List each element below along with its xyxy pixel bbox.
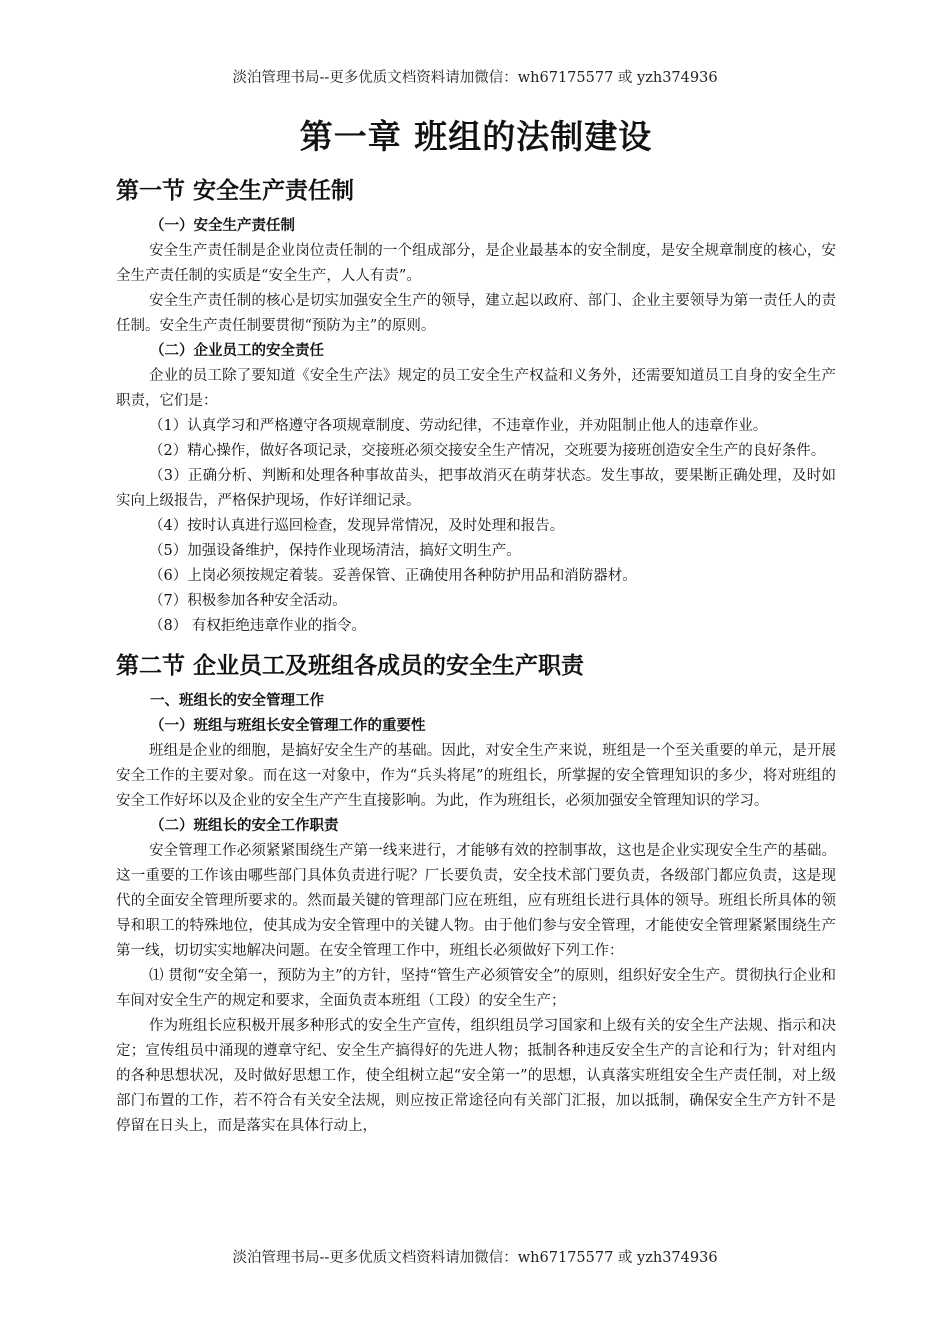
section2-sub1-title: （一）班组与班组长安全管理工作的重要性 xyxy=(150,718,426,734)
section2-duty-1-para: 作为班组长应积极开展多种形式的安全生产宣传，组织组员学习国家和上级有关的安全生产法规、指示和决定；宣传组员中涌现的遵章守纪、安全生产搞得好的先进人物；抵制各种违反安全生产的言论和行为；针对组内的各种思想状况，及时做好思想工作，使全组树立起“安全第一”的思想，认真落实班组安全生产责任制，对上级部门布置的工作，若不符合有关安全法规，则应按正常途径向有关部门汇报，加以抵制，确保安全生产方针不是停留在日头上，而是落实在具体行动上， xyxy=(116,1018,836,1134)
section1-sub1-title: （一）安全生产责任制 xyxy=(150,218,295,234)
duty-item-3: （3）正确分析、判断和处理各种事故苗头，把事故消灭在萌芽状态。发生事故，要果断正确处理，及时如实向上级报告，严格保护现场，作好详细记录。 xyxy=(116,468,836,509)
section2-sub1-para: 班组是企业的细胞，是搞好安全生产的基础。因此，对安全生产来说，班组是一个至关重要的单元，是开展安全工作的主要对象。而在这一对象中，作为“兵头将尾”的班组长，所掌握的安全管理知识的多少，将对班组的安全工作好坏以及企业的安全生产产生直接影响。为此，作为班组长，必须加强安全管理知识的学习。 xyxy=(116,743,836,809)
section2-part1-title: 一、班组长的安全管理工作 xyxy=(150,693,324,709)
section1-sub2-intro: 企业的员工除了要知道《安全生产法》规定的员工安全生产权益和义务外，还需要知道员工自身的安全生产职责，它们是： xyxy=(116,368,836,409)
section2-duty-1: ⑴ 贯彻“安全第一，预防为主”的方针，坚持“管生产必须管安全”的原则，组织好安全生产。贯彻执行企业和车间对安全生产的规定和要求，全面负责本班组（工段）的安全生产； xyxy=(116,968,836,1009)
duty-item-1: （1）认真学习和严格遵守各项规章制度、劳动纪律，不违章作业，并劝阻制止他人的违章作业。 xyxy=(149,418,768,434)
duty-item-5: （5）加强设备维护，保持作业现场清洁，搞好文明生产。 xyxy=(149,543,521,559)
section1-title: 第一节 安全生产责任制 xyxy=(116,178,355,204)
section1-sub1-para-1: 安全生产责任制是企业岗位责任制的一个组成部分，是企业最基本的安全制度，是安全规章制度的核心，安全生产责任制的实质是“安全生产，人人有责”。 xyxy=(116,243,836,284)
duty-item-6: （6）上岗必须按规定着装。妥善保管、正确使用各种防护用品和消防器材。 xyxy=(149,568,637,584)
duty-item-4: （4）按时认真进行巡回检查，发现异常情况，及时处理和报告。 xyxy=(149,518,565,534)
chapter-title: 第一章 班组的法制建设 xyxy=(299,117,653,156)
document-body xyxy=(116,112,836,1139)
duty-item-8: （8） 有权拒绝违章作业的指令。 xyxy=(149,618,366,634)
page-footer: 淡泊管理书局--更多优质文档资料请加微信：wh67175577 或 yzh374936 xyxy=(232,1250,718,1266)
page-header: 淡泊管理书局--更多优质文档资料请加微信：wh67175577 或 yzh374936 xyxy=(232,70,718,86)
section2-sub2-title: （二）班组长的安全工作职责 xyxy=(150,818,339,834)
duty-item-2: （2）精心操作，做好各项记录，交接班必须交接安全生产情况，交班要为接班创造安全生产的良好条件。 xyxy=(149,443,826,459)
section1-sub1-para-2: 安全生产责任制的核心是切实加强安全生产的领导，建立起以政府、部门、企业主要领导为第一责任人的责任制。安全生产责任制要贯彻“预防为主”的原则。 xyxy=(116,293,836,334)
section2-title: 第二节 企业员工及班组各成员的安全生产职责 xyxy=(116,653,585,679)
section2-sub2-para: 安全管理工作必须紧紧围绕生产第一线来进行，才能够有效的控制事故，这也是企业实现安全生产的基础。这一重要的工作该由哪些部门具体负责进行呢？厂长要负责，安全技术部门要负责，各级部门都应负责，这是现代的全面安全管理所要求的。然而最关键的管理部门应在班组，应有班组长进行具体的领导。班组长所具体的领导和职工的特殊地位，使其成为安全管理中的关键人物。由于他们参与安全管理，才能使安全管理紧紧围绕生产第一线，切切实实地解决问题。在安全管理工作中，班组长必须做好下列工作： xyxy=(116,843,836,959)
section1-sub2-title: （二）企业员工的安全责任 xyxy=(150,343,324,359)
duty-item-7: （7）积极参加各种安全活动。 xyxy=(149,593,347,609)
